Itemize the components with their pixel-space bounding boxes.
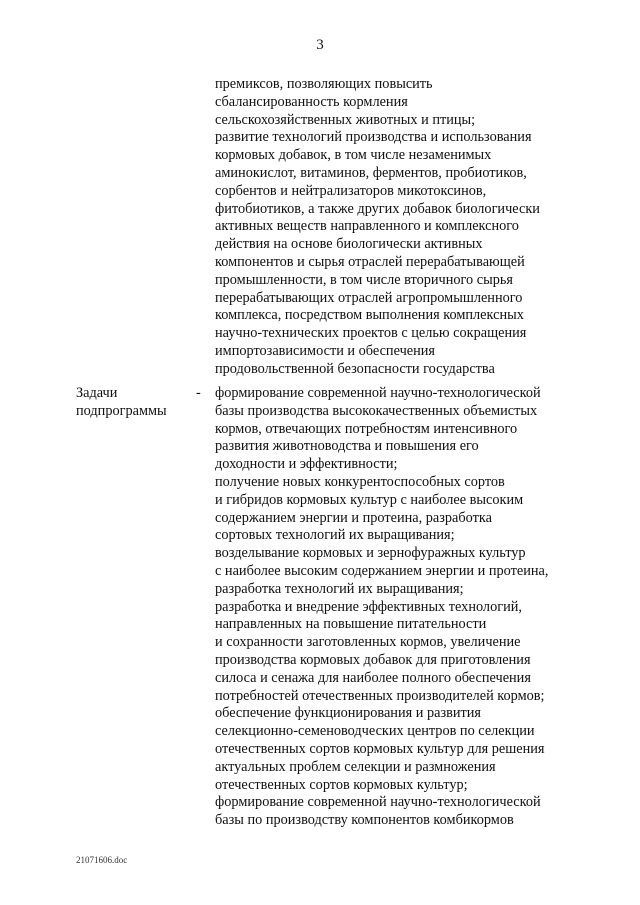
text-line: формирование современной научно-технологической bbox=[215, 385, 541, 401]
text-line: направленных на повышение питательности bbox=[215, 616, 487, 633]
text-line: с наиболее высоким содержанием энергии и протеина, bbox=[215, 562, 549, 579]
text-line: сорбентов и нейтрализаторов микотоксинов, bbox=[215, 182, 487, 199]
text-line: сельскохозяйственных животных и птицы; bbox=[215, 111, 476, 128]
text-line: развитие технологий производства и использования bbox=[215, 129, 532, 146]
text-line: перерабатывающих отраслей агропромышленного bbox=[215, 289, 523, 306]
text-line: возделывание кормовых и зернофуражных культур bbox=[215, 545, 526, 562]
text-line: разработка технологий их выращивания; bbox=[215, 580, 464, 597]
text-line: комплекса, посредством выполнения комплексных bbox=[215, 307, 524, 324]
text-line: промышленности, в том числе вторичного сырья bbox=[215, 271, 513, 288]
text-line: кормов, отвечающих потребностям интенсивного bbox=[215, 420, 518, 437]
text-line: сбалансированность кормления bbox=[215, 93, 408, 110]
page-number: 3 bbox=[316, 37, 324, 53]
text-line: отечественных сортов кормовых культур для решения bbox=[215, 740, 545, 757]
text-line: селекционно-семеноводческих центров по селекции bbox=[215, 723, 535, 740]
text-line: производства кормовых добавок для приготовления bbox=[215, 651, 531, 668]
text-line: и сохранности заготовленных кормов, увеличение bbox=[215, 634, 521, 651]
text-line: получение новых конкурентоспособных сортов bbox=[215, 473, 505, 490]
tasks-paragraph bbox=[215, 385, 595, 830]
tasks-label-line-2: подпрограммы bbox=[76, 402, 167, 419]
text-line: развития животноводства и повышения его bbox=[215, 438, 479, 455]
document-file-code: 21071606.doc bbox=[76, 855, 128, 865]
text-line: содержанием энергии и протеина, разработка bbox=[215, 509, 492, 526]
text-line: импортозависимости и обеспечения bbox=[215, 342, 435, 359]
text-line: и гибридов кормовых культур с наиболее высоким bbox=[215, 491, 524, 508]
text-line: разработка и внедрение эффективных технологий, bbox=[215, 598, 522, 615]
text-line: актуальных проблем селекции и размножения bbox=[215, 758, 496, 775]
tasks-dash: - bbox=[196, 385, 201, 401]
text-line: силоса и сенажа для наиболее полного обеспечения bbox=[215, 669, 531, 686]
text-line: доходности и эффективности; bbox=[215, 456, 398, 473]
text-line: сортовых технологий их выращивания; bbox=[215, 527, 455, 544]
text-line: фитобиотиков, а также других добавок биологически bbox=[215, 200, 540, 217]
text-line: формирование современной научно-технологической bbox=[215, 794, 541, 811]
tasks-label bbox=[76, 385, 186, 421]
text-line: активных веществ направленного и комплексного bbox=[215, 218, 519, 235]
text-line: продовольственной безопасности государства bbox=[215, 360, 495, 377]
text-line: премиксов, позволяющих повысить bbox=[215, 76, 433, 92]
text-line: аминокислот, витаминов, ферментов, пробиотиков, bbox=[215, 164, 527, 181]
text-line: научно-технических проектов с целью сокращения bbox=[215, 325, 527, 342]
text-line: компонентов и сырья отраслей перерабатывающей bbox=[215, 253, 525, 270]
text-line: отечественных сортов кормовых культур; bbox=[215, 776, 468, 793]
continued-paragraph bbox=[215, 76, 595, 379]
text-line: кормовых добавок, в том числе незаменимых bbox=[215, 147, 492, 164]
tasks-label-line-1: Задачи bbox=[76, 385, 118, 401]
text-line: базы производства высококачественных объемистых bbox=[215, 402, 538, 419]
text-line: обеспечение функционирования и развития bbox=[215, 705, 481, 722]
text-line: базы по производству компонентов комбикормов bbox=[215, 812, 514, 829]
text-line: потребностей отечественных производителей кормов; bbox=[215, 687, 545, 704]
text-line: действия на основе биологически активных bbox=[215, 236, 483, 253]
